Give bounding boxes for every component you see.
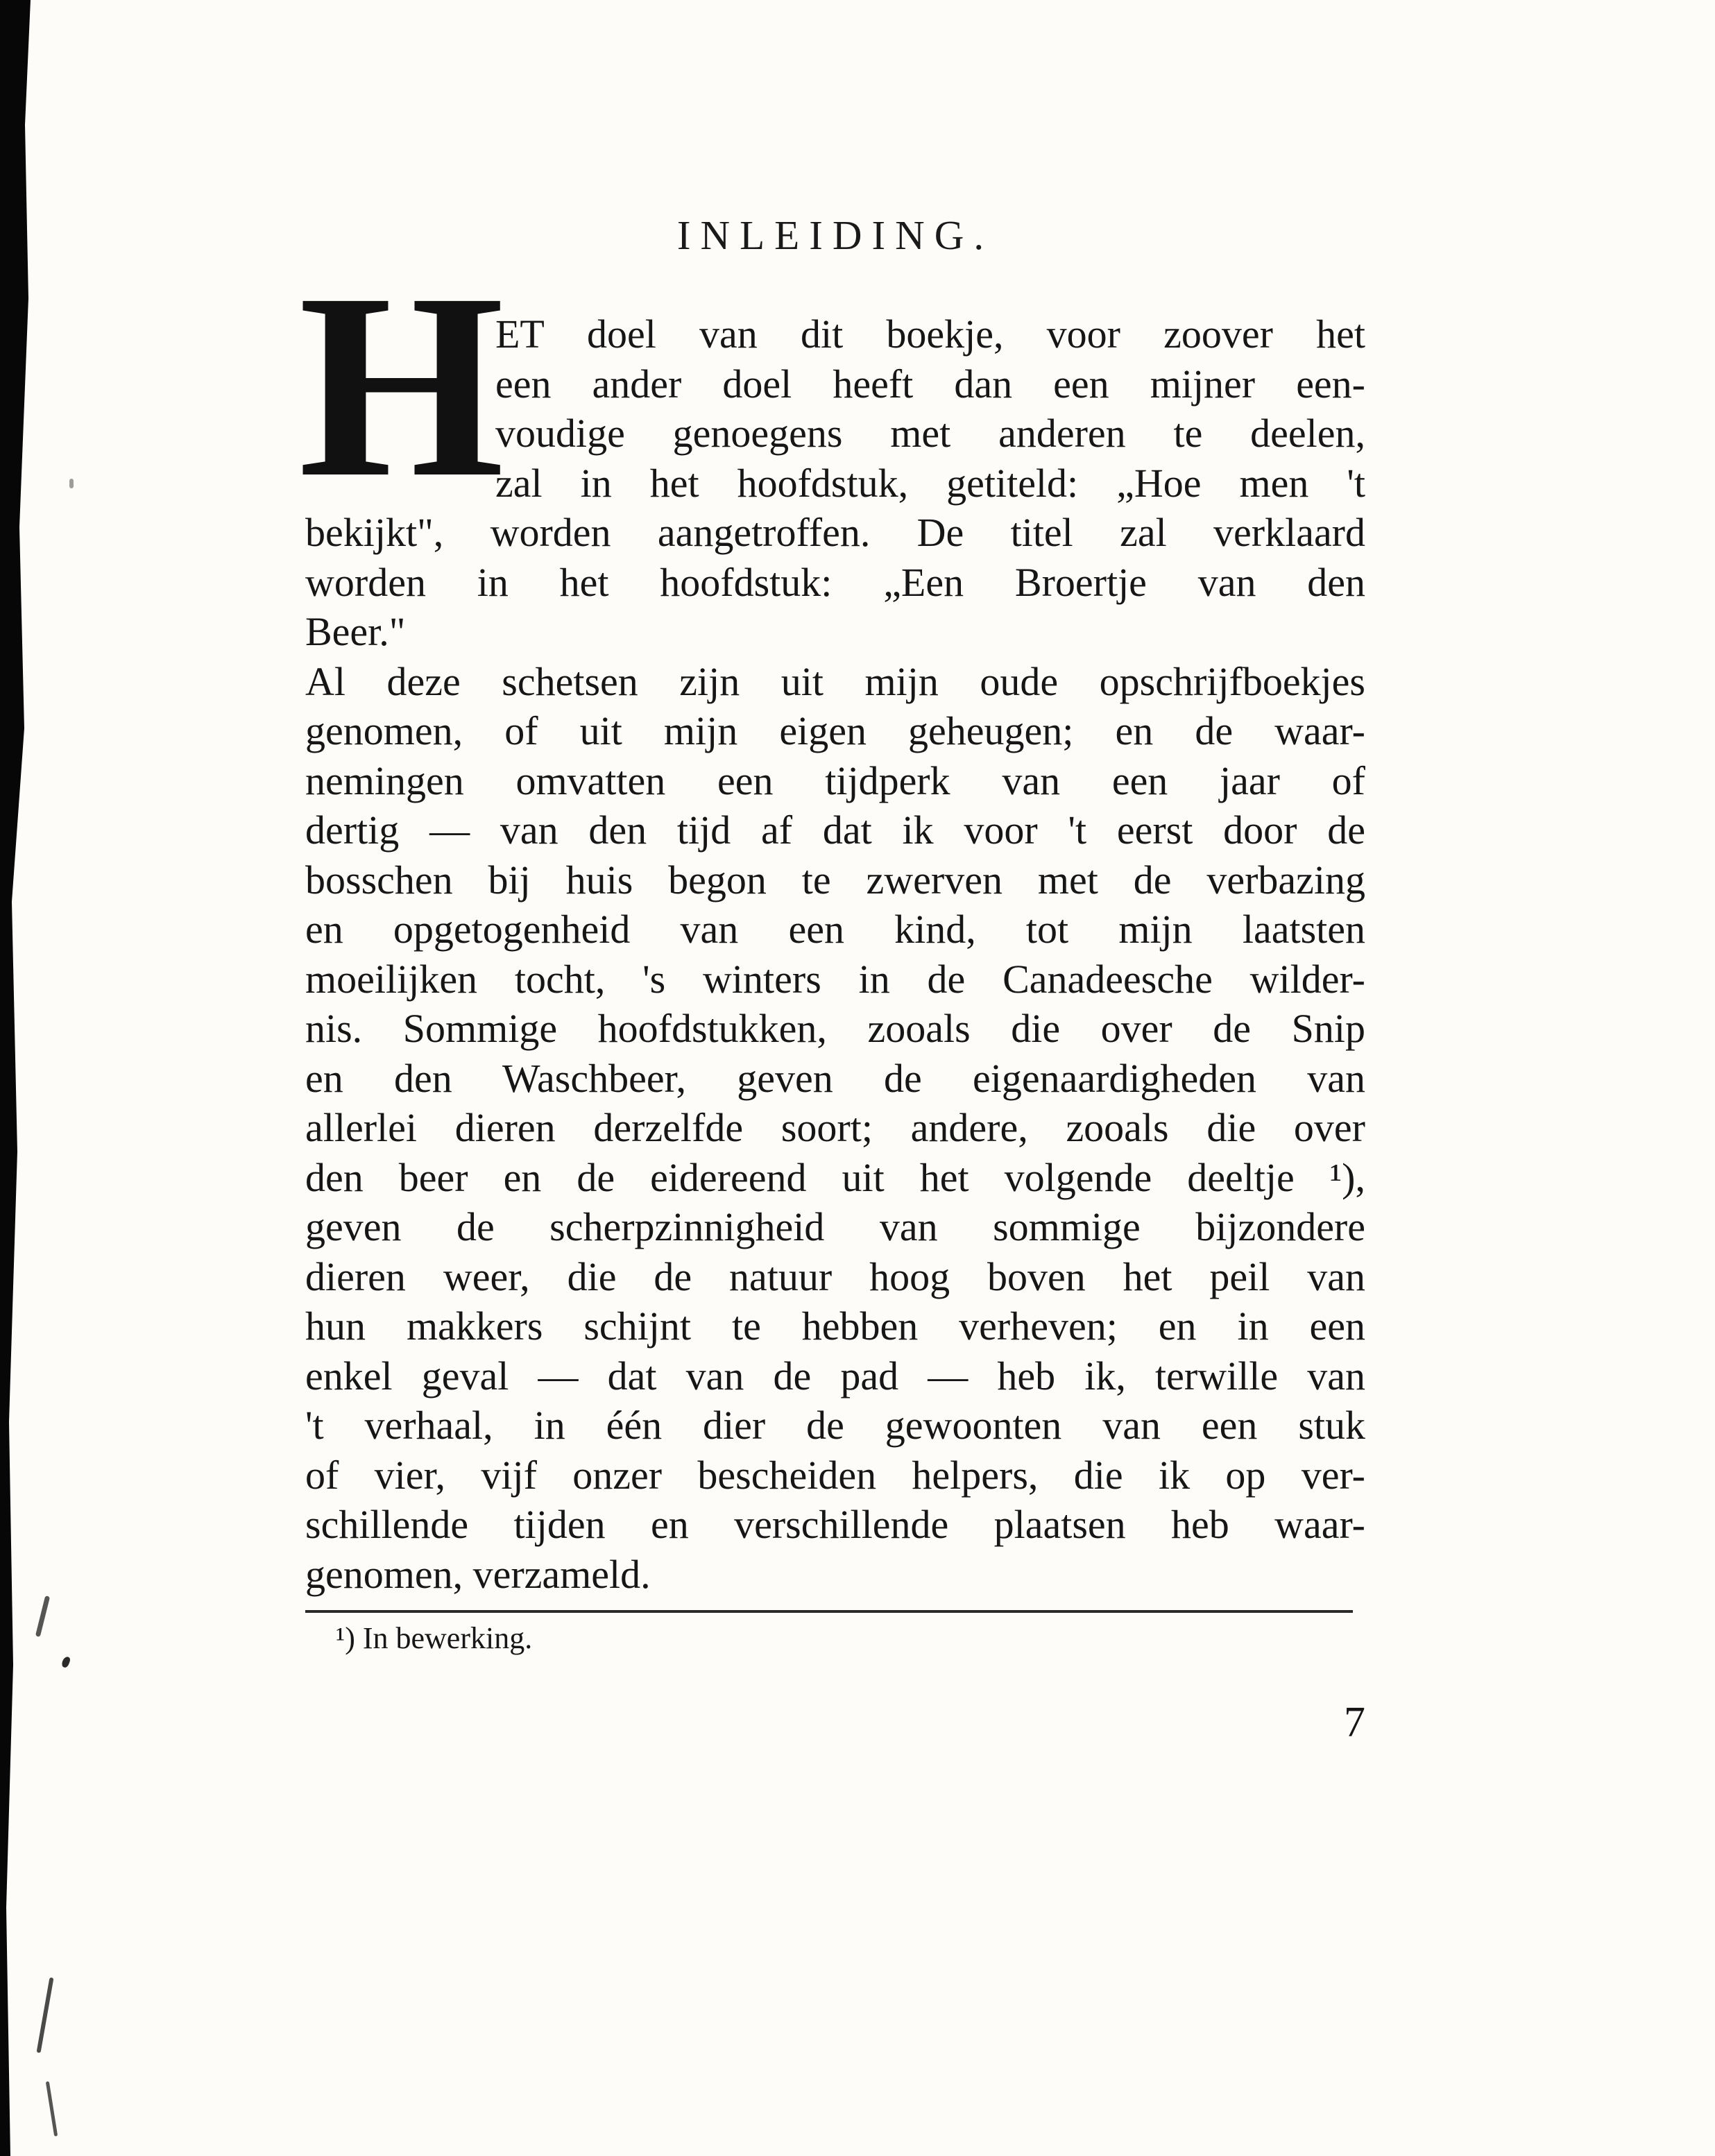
scan-artifact	[61, 1656, 71, 1668]
scan-artifact	[69, 479, 74, 488]
text-line: 't verhaal, in één dier de gewoonten van een stuk	[305, 1403, 1365, 1448]
text-line: schillende tijden en verschillende plaatsen heb waar-	[305, 1502, 1365, 1547]
footnote-rule	[305, 1610, 1353, 1613]
scan-gutter-shadow	[0, 0, 32, 2156]
text-line: genomen, of uit mijn eigen geheugen; en de waar-	[305, 708, 1365, 753]
text-line: ET doel van dit boekje, voor zoover het	[495, 311, 1365, 357]
text-line: worden in het hoofdstuk: „Een Broertje van den	[305, 559, 1365, 605]
text-line: nis. Sommige hoofdstukken, zooals die over de Snip	[305, 1006, 1365, 1051]
text-line: enkel geval — dat van de pad — heb ik, terwille van	[305, 1353, 1365, 1398]
text-line: dieren weer, die de natuur hoog boven het peil van	[305, 1254, 1365, 1299]
text-line: Beer."	[305, 609, 406, 654]
text-line: en opgetogenheid van een kind, tot mijn laatsten	[305, 907, 1365, 952]
text-line: nemingen omvatten een tijdperk van een jaar of	[305, 758, 1365, 803]
text-line: zal in het hoofdstuk, getiteld: „Hoe men 't	[495, 460, 1365, 506]
text-line: den beer en de eidereend uit het volgende deeltje ¹),	[305, 1154, 1365, 1200]
text-line: Al deze schetsen zijn uit mijn oude opschrijfboekjes	[305, 658, 1365, 704]
text-line: bosschen bij huis begon te zwerven met de verbazing	[305, 857, 1365, 902]
body-text-block	[298, 239, 1365, 1657]
text-line: moeilijken tocht, 's winters in de Canadeesche wilder-	[305, 956, 1365, 1002]
scan-artifact	[36, 1977, 53, 2053]
scan-artifact	[46, 2081, 58, 2137]
text-line: en den Waschbeer, geven de eigenaardigheden van	[305, 1055, 1365, 1101]
text-line: dertig — van den tijd af dat ik voor 't eerst door de	[305, 807, 1365, 853]
text-line: een ander doel heeft dan een mijner een-	[495, 361, 1365, 407]
text-line: hun makkers schijnt te hebben verheven; en in een	[305, 1303, 1365, 1349]
text-line: allerlei dieren derzelfde soort; andere, zooals die over	[305, 1105, 1365, 1150]
text-line: voudige genoegens met anderen te deelen,	[495, 411, 1365, 456]
page-number: 7	[1344, 1699, 1365, 1746]
footnote-text: ¹) In bewerking.	[336, 1621, 533, 1655]
text-line: genomen, verzameld.	[305, 1551, 651, 1597]
drop-cap-letter: H	[298, 239, 505, 532]
chapter-title: INLEIDING.	[676, 212, 994, 258]
text-line: of vier, vijf onzer bescheiden helpers, die ik op ver-	[305, 1452, 1365, 1498]
text-line: bekijkt", worden aangetroffen. De titel zal verklaard	[305, 510, 1365, 555]
text-line: geven de scherpzinnigheid van sommige bijzondere	[305, 1204, 1365, 1249]
scan-artifact	[35, 1595, 50, 1637]
